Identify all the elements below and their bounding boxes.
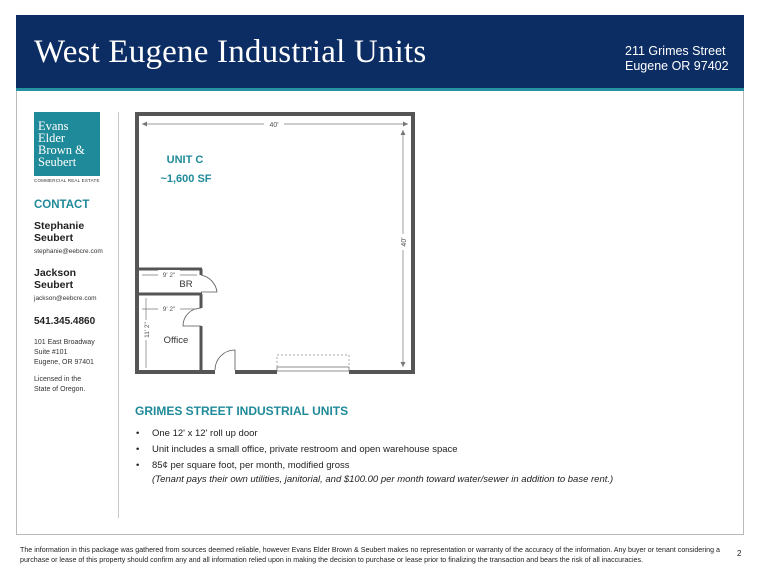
- unit-label: UNIT C: [166, 154, 204, 166]
- bullet-icon: •: [136, 444, 140, 455]
- contact-person-2: [34, 267, 124, 302]
- office-address-line-2: Suite #101: [34, 349, 68, 356]
- section-heading: GRIMES STREET INDUSTRIAL UNITS: [135, 404, 349, 418]
- logo-line-4: Seubert: [38, 155, 77, 169]
- office-address-line-3: Eugene, OR 97401: [34, 359, 94, 366]
- sidebar-divider: [118, 112, 119, 518]
- contact-phone[interactable]: 541.345.4860: [34, 316, 96, 327]
- legal-disclaimer: The information in this package was gathered from sources deemed reliable, however Evans Elder Brown & Seubert makes no representation or warranty of the accuracy of the information. Any buyer or tenant considering a purchase or lease of this property should confirm any and all information relied upon in making the decision to purchase or lease prior to finalizing the transaction and bears the risk of all inaccuracies.: [20, 546, 720, 564]
- person2-last-name: Seubert: [34, 279, 74, 291]
- address-line-1: 211 Grimes Street: [625, 44, 726, 58]
- contact-person-1: [34, 220, 124, 255]
- person1-email[interactable]: stephanie@eebcre.com: [34, 248, 103, 255]
- depth-dimension-arrow-top: [401, 130, 406, 135]
- logo-line-2: Elder: [38, 131, 66, 145]
- logo-subtitle: COMMERCIAL REAL ESTATE: [34, 178, 100, 183]
- page-title: West Eugene Industrial Units: [34, 34, 427, 70]
- feature-text: Unit includes a small office, private restroom and open warehouse space: [152, 444, 458, 455]
- logo-line-3: Brown &: [38, 143, 85, 157]
- width-dimension-label: 40': [269, 122, 279, 129]
- unit-area: ~1,600 SF: [160, 173, 212, 185]
- office-door-swing: [183, 308, 201, 326]
- person1-last-name: Seubert: [34, 232, 74, 244]
- entry-door-opening: [215, 366, 235, 374]
- roll-up-door: [277, 367, 349, 371]
- feature-item: [136, 442, 736, 458]
- page-number: 2: [737, 549, 742, 558]
- office-address-line-1: 101 East Broadway: [34, 339, 95, 346]
- bullet-icon: •: [136, 460, 140, 471]
- office-address: [34, 338, 124, 368]
- property-address: [625, 44, 729, 74]
- person2-first-name: Jackson: [34, 267, 77, 279]
- depth-dimension-arrow-bottom: [401, 362, 406, 367]
- license-line-1: Licensed in the: [34, 376, 82, 383]
- width-dimension-arrow-left: [142, 122, 147, 127]
- person2-email[interactable]: jackson@eebcre.com: [34, 295, 97, 302]
- br-door-swing: [201, 275, 217, 292]
- room-label-br: BR: [179, 279, 193, 290]
- company-logo: [34, 112, 100, 176]
- office-depth-label: 11' 2": [144, 322, 151, 338]
- feature-item: [136, 458, 736, 474]
- address-line-2: Eugene OR 97402: [625, 59, 729, 73]
- width-dimension-arrow-right: [403, 122, 408, 127]
- floor-plan: [134, 112, 416, 374]
- contact-heading: CONTACT: [34, 199, 90, 211]
- roll-up-door-track: [277, 355, 349, 367]
- pricing-note: (Tenant pays their own utilities, janitorial, and $100.00 per month toward water/sewer in addition to base rent.): [152, 474, 614, 485]
- br-width-label: 9' 2": [162, 272, 176, 279]
- person1-first-name: Stephanie: [34, 220, 85, 232]
- outer-wall: [137, 114, 413, 372]
- office-width-label: 9' 2": [162, 306, 176, 313]
- feature-text: One 12' x 12' roll up door: [152, 428, 258, 439]
- feature-item: [136, 426, 736, 442]
- license-line-2: State of Oregon.: [34, 386, 86, 393]
- feature-list: [136, 426, 736, 486]
- license-note: [34, 375, 124, 395]
- bullet-icon: •: [136, 428, 140, 439]
- logo-line-1: Evans: [38, 119, 69, 133]
- header-accent-stripe: [16, 88, 744, 91]
- feature-text: 85¢ per square foot, per month, modified gross: [152, 460, 350, 471]
- depth-dimension-label: 40': [401, 237, 408, 247]
- room-label-office: Office: [163, 335, 189, 346]
